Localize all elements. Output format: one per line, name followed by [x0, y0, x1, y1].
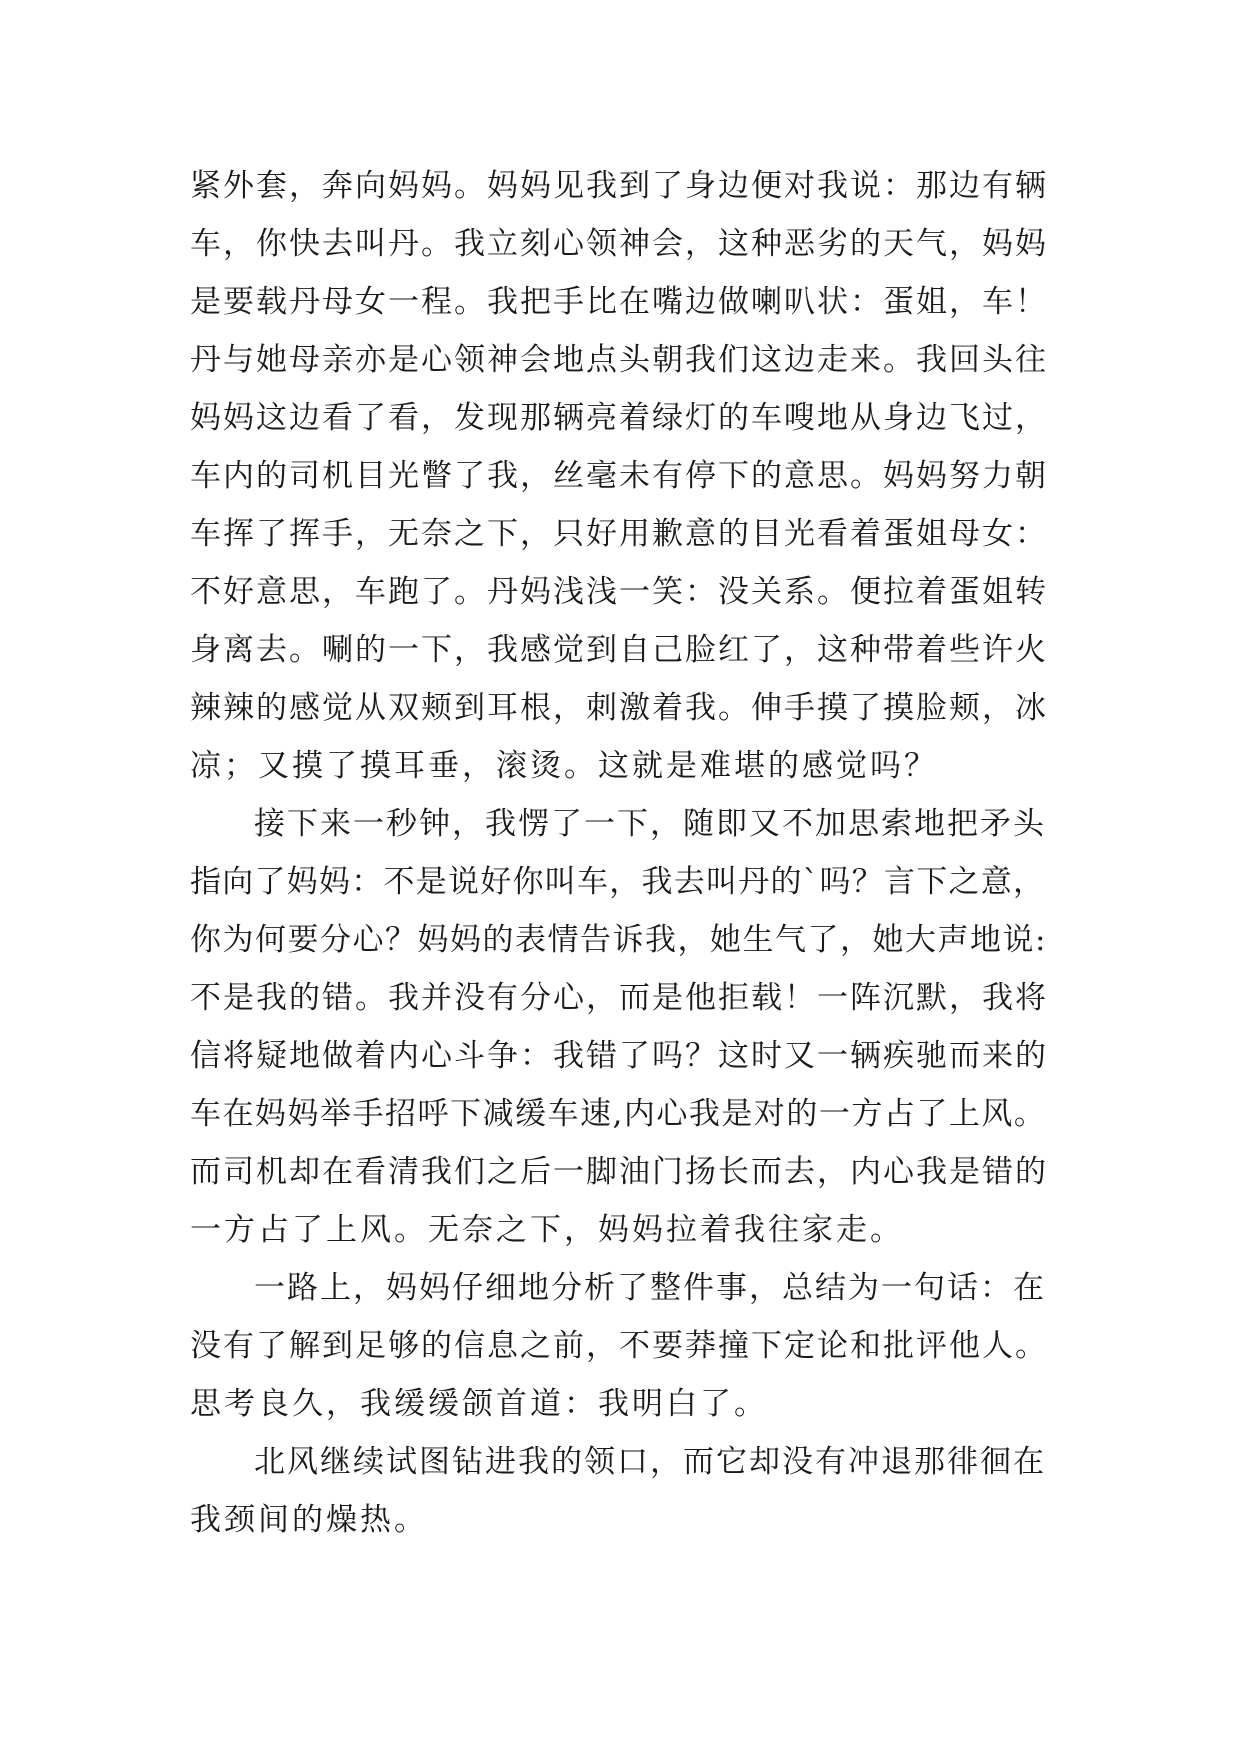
text-line: 凉；又摸了摸耳垂，滚烫。这就是难堪的感觉吗？ — [190, 748, 938, 784]
text-line: 你为何要分心？妈妈的表情告诉我，她生气了，她大声地说: — [190, 922, 1047, 958]
text-line-indented: 一路上，妈妈仔细地分析了整件事，总结为一句话：在 — [254, 1270, 1046, 1306]
text-line: 一方占了上风。无奈之下，妈妈拉着我往家走。 — [190, 1212, 904, 1248]
text-line: 是要载丹母女一程。我把手比在嘴边做喇叭状：蛋姐，车！ — [190, 284, 1048, 320]
text-line: 妈妈这边看了看，发现那辆亮着绿灯的车嗖地从身边飞过， — [190, 400, 1048, 436]
text-line: 没有了解到足够的信息之前，不要莽撞下定论和批评他人。 — [190, 1328, 1048, 1364]
text-line: 车挥了挥手，无奈之下，只好用歉意的目光看着蛋姐母女： — [190, 516, 1048, 552]
text-line: 身离去。唰的一下，我感觉到自己脸红了，这种带着些许火 — [190, 632, 1048, 668]
text-line: 车，你快去叫丹。我立刻心领神会，这种恶劣的天气，妈妈 — [190, 226, 1048, 262]
text-line: 不是我的错。我并没有分心，而是他拒载！一阵沉默，我将 — [190, 980, 1048, 1016]
text-line-indented: 接下来一秒钟，我愣了一下，随即又不加思索地把矛头 — [254, 806, 1046, 842]
text-line: 思考良久，我缓缓颌首道：我明白了。 — [190, 1386, 768, 1422]
paragraph-3 — [190, 1259, 1050, 1433]
paragraph-1 — [190, 157, 1050, 795]
text-line: 信将疑地做着内心斗争：我错了吗？这时又一辆疾驰而来的 — [190, 1038, 1048, 1074]
text-line: 我颈间的燥热。 — [190, 1502, 428, 1538]
text-line: 车内的司机目光瞥了我，丝毫未有停下的意思。妈妈努力朝 — [190, 458, 1048, 494]
document-body — [190, 157, 1050, 1549]
text-line: 而司机却在看清我们之后一脚油门扬长而去，内心我是错的 — [190, 1154, 1048, 1190]
text-line-indented: 北风继续试图钻进我的领口，而它却没有冲退那徘徊在 — [254, 1444, 1046, 1480]
text-line: 丹与她母亲亦是心领神会地点头朝我们这边走来。我回头往 — [190, 342, 1048, 378]
text-line: 紧外套，奔向妈妈。妈妈见我到了身边便对我说：那边有辆 — [190, 168, 1048, 204]
paragraph-2 — [190, 795, 1050, 1259]
text-line: 车在妈妈举手招呼下减缓车速,内心我是对的一方占了上风。 — [190, 1096, 1047, 1132]
text-line: 指向了妈妈：不是说好你叫车，我去叫丹的`吗？言下之意， — [190, 864, 1046, 900]
paragraph-4 — [190, 1433, 1050, 1549]
text-line: 不好意思，车跑了。丹妈浅浅一笑：没关系。便拉着蛋姐转 — [190, 574, 1048, 610]
text-line: 辣辣的感觉从双颊到耳根，刺激着我。伸手摸了摸脸颊，冰 — [190, 690, 1048, 726]
